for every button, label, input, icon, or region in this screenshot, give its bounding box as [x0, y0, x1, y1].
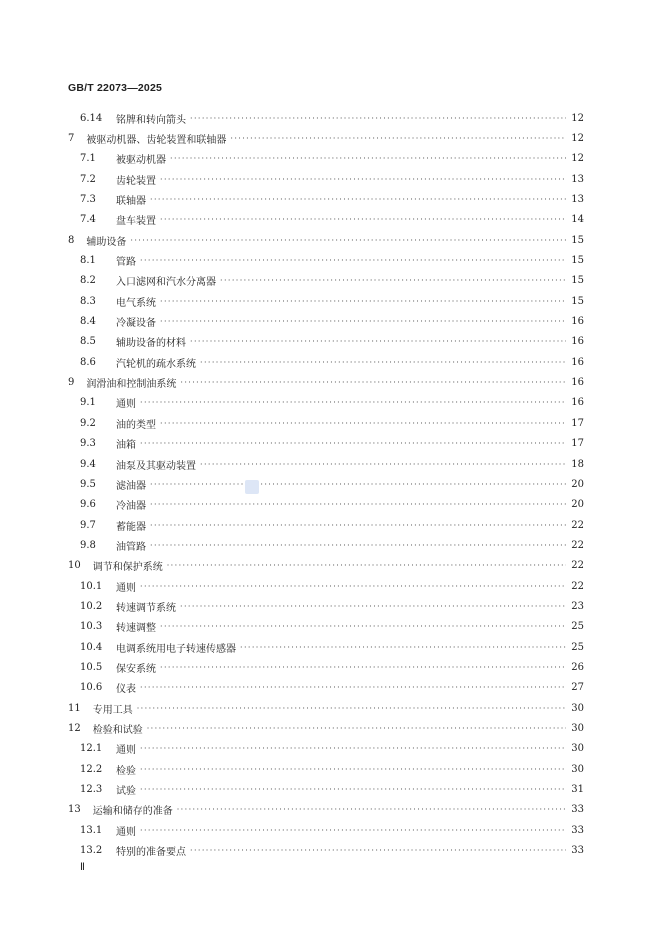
toc-entry-page: 16: [571, 316, 584, 328]
toc-entry-number: 7.3: [80, 194, 96, 206]
toc-entry-number: 8.4: [80, 316, 96, 328]
toc-leader-dots: [147, 724, 566, 733]
toc-entry-page: 13: [571, 194, 584, 206]
toc-entry-page: 16: [571, 356, 584, 368]
toc-entry-page: 22: [571, 539, 584, 551]
toc-entry-number: 7.2: [80, 173, 96, 185]
toc-entry-title: 管路: [116, 257, 136, 269]
toc-leader-dots: [200, 358, 566, 367]
toc-entry-number: 7: [68, 133, 75, 145]
toc-entry-page: 12: [571, 133, 584, 145]
toc-leader-dots: [140, 398, 566, 407]
toc-entry[interactable]: [68, 678, 584, 698]
toc-entry[interactable]: [68, 169, 584, 189]
toc-leader-dots: [160, 663, 566, 672]
toc-entry-title: 转速调整: [116, 623, 156, 635]
toc-entry-title: 油管路: [116, 541, 146, 553]
toc-entry-number: 10: [68, 560, 81, 572]
toc-entry-page: 15: [571, 234, 584, 246]
toc-entry-page: 23: [571, 600, 584, 612]
toc-entry-number: 13.2: [80, 845, 103, 857]
toc-entry-title: 特别的准备要点: [116, 847, 186, 859]
toc-entry-number: 7.1: [80, 153, 96, 165]
toc-entry-number: 10.4: [80, 641, 103, 653]
toc-entry-title: 联轴器: [116, 196, 146, 208]
toc-entry-page: 22: [571, 519, 584, 531]
toc-entry-title: 蓄能器: [116, 521, 146, 533]
toc-entry-number: 9: [68, 377, 75, 389]
toc-entry[interactable]: [68, 372, 584, 392]
toc-entry[interactable]: [68, 556, 584, 576]
toc-entry-page: 20: [571, 499, 584, 511]
toc-entry-title: 入口滤网和汽水分离器: [116, 277, 216, 289]
toc-entry[interactable]: [68, 311, 584, 331]
toc-entry-page: 30: [571, 722, 584, 734]
toc-entry[interactable]: [68, 820, 584, 840]
toc-entry-number: 12.2: [80, 763, 103, 775]
toc-leader-dots: [160, 419, 566, 428]
toc-entry[interactable]: [68, 434, 584, 454]
toc-entry-title: 盘车装置: [116, 216, 156, 228]
toc-entry-page: 15: [571, 295, 584, 307]
toc-entry[interactable]: [68, 596, 584, 616]
toc-entry-number: 10.3: [80, 621, 103, 633]
toc-leader-dots: [240, 643, 566, 652]
toc-entry-page: 22: [571, 580, 584, 592]
toc-entry-title: 通则: [116, 582, 136, 594]
toc-entry-title: 通则: [116, 826, 136, 838]
toc-leader-dots: [150, 521, 566, 530]
toc-entry-number: 8: [68, 234, 75, 246]
toc-entry[interactable]: [68, 657, 584, 677]
toc-entry-page: 33: [571, 824, 584, 836]
toc-entry-title: 冷凝设备: [116, 318, 156, 330]
toc-entry[interactable]: [68, 108, 584, 128]
toc-entry-number: 9.8: [80, 539, 96, 551]
watermark-icon: [245, 480, 259, 494]
toc-entry-page: 13: [571, 173, 584, 185]
toc-entry-title: 专用工具: [92, 704, 133, 716]
toc-entry-page: 26: [571, 661, 584, 673]
toc-entry[interactable]: [68, 840, 584, 860]
toc-leader-dots: [170, 154, 566, 163]
toc-leader-dots: [150, 480, 566, 489]
toc-entry-number: 10.5: [80, 661, 103, 673]
toc-entry-title: 滤油器: [116, 480, 146, 492]
toc-leader-dots: [190, 846, 566, 855]
toc-leader-dots: [230, 134, 566, 143]
toc-entry-title: 汽轮机的疏水系统: [116, 358, 196, 370]
toc-entry[interactable]: [68, 535, 584, 555]
toc-entry-page: 25: [571, 621, 584, 633]
toc-entry-number: 12.1: [80, 743, 103, 755]
standard-code: GB/T 22073—2025: [68, 82, 163, 94]
toc-entry[interactable]: [68, 189, 584, 209]
toc-entry-title: 被驱动机器: [116, 155, 166, 167]
toc-entry-title: 调节和保护系统: [92, 562, 163, 574]
toc-leader-dots: [140, 439, 566, 448]
toc-leader-dots: [160, 297, 566, 306]
toc-entry-title: 通则: [116, 745, 136, 757]
toc-leader-dots: [167, 561, 566, 570]
toc-entry-number: 10.6: [80, 682, 103, 694]
toc-entry[interactable]: [68, 718, 584, 738]
toc-leader-dots: [150, 500, 566, 509]
page-number: Ⅱ: [80, 862, 85, 873]
toc-entry-number: 13.1: [80, 824, 103, 836]
toc-entry-number: 9.1: [80, 397, 96, 409]
toc-entry[interactable]: [68, 393, 584, 413]
toc-entry-number: 8.5: [80, 336, 96, 348]
toc-entry-number: 13: [68, 804, 81, 816]
toc-entry[interactable]: [68, 149, 584, 169]
toc-leader-dots: [160, 215, 566, 224]
toc-leader-dots: [140, 785, 566, 794]
toc-entry-number: 9.3: [80, 438, 96, 450]
toc-entry-number: 12: [68, 722, 81, 734]
toc-entry-page: 33: [571, 845, 584, 857]
toc-entry-page: 30: [571, 763, 584, 775]
toc-entry[interactable]: [68, 698, 584, 718]
toc-entry-page: 15: [571, 255, 584, 267]
toc-entry[interactable]: [68, 413, 584, 433]
toc-entry-page: 20: [571, 478, 584, 490]
toc-leader-dots: [137, 704, 566, 713]
toc-entry[interactable]: [68, 759, 584, 779]
toc-entry-title: 辅助设备的材料: [116, 338, 186, 350]
toc-leader-dots: [150, 195, 566, 204]
toc-entry-page: 30: [571, 702, 584, 714]
toc-entry-page: 30: [571, 743, 584, 755]
toc-entry-title: 通则: [116, 399, 136, 411]
toc-entry[interactable]: [68, 779, 584, 799]
toc-entry-title: 运输和储存的准备: [92, 806, 173, 818]
toc-entry-page: 18: [571, 458, 584, 470]
toc-entry[interactable]: [68, 454, 584, 474]
toc-entry-number: 8.6: [80, 356, 96, 368]
toc-entry-title: 转速调节系统: [116, 602, 176, 614]
toc-leader-dots: [140, 256, 566, 265]
toc-entry-number: 8.3: [80, 295, 96, 307]
toc-leader-dots: [130, 236, 566, 245]
toc-entry-page: 12: [571, 112, 584, 124]
toc-entry-title: 检验和试验: [92, 724, 143, 736]
toc-entry-number: 10.2: [80, 600, 103, 612]
toc-entry-page: 31: [571, 784, 584, 796]
toc-entry-number: 9.6: [80, 499, 96, 511]
toc-leader-dots: [140, 826, 566, 835]
toc-entry-number: 8.2: [80, 275, 96, 287]
toc-leader-dots: [200, 460, 566, 469]
toc-entry-number: 12.3: [80, 784, 103, 796]
toc-entry[interactable]: [68, 210, 584, 230]
toc-leader-dots: [177, 805, 566, 814]
toc-leader-dots: [160, 317, 566, 326]
toc-entry-page: 12: [571, 153, 584, 165]
toc-entry-page: 17: [571, 438, 584, 450]
toc-entry-title: 冷油器: [116, 501, 146, 513]
toc-entry[interactable]: [68, 352, 584, 372]
toc-leader-dots: [140, 744, 566, 753]
toc-entry-title: 仪表: [116, 684, 136, 696]
toc-entry[interactable]: [68, 250, 584, 270]
toc-entry[interactable]: [68, 474, 584, 494]
toc-leader-dots: [190, 114, 566, 123]
toc-entry-title: 被驱动机器、齿轮装置和联轴器: [86, 135, 227, 147]
toc-entry-page: 17: [571, 417, 584, 429]
toc-entry[interactable]: [68, 515, 584, 535]
toc-entry-title: 试验: [116, 786, 136, 798]
toc-entry[interactable]: [68, 576, 584, 596]
toc-entry[interactable]: [68, 271, 584, 291]
toc-entry-number: 9.4: [80, 458, 96, 470]
toc-entry-title: 油泵及其驱动装置: [116, 460, 196, 472]
toc-entry[interactable]: [68, 230, 584, 250]
toc-entry-title: 铭牌和转向箭头: [116, 114, 186, 126]
toc-entry-title: 润滑油和控制油系统: [86, 379, 177, 391]
toc-entry-page: 27: [571, 682, 584, 694]
toc-entry-title: 检验: [116, 765, 136, 777]
toc-entry-title: 油箱: [116, 440, 136, 452]
toc-entry-title: 保安系统: [116, 663, 156, 675]
toc-entry-number: 10.1: [80, 580, 103, 592]
toc-entry[interactable]: [68, 800, 584, 820]
toc-entry-number: 7.4: [80, 214, 96, 226]
toc-entry-number: 8.1: [80, 255, 96, 267]
toc-entry-page: 14: [571, 214, 584, 226]
toc-entry-title: 油的类型: [116, 419, 156, 431]
toc-entry-number: 9.2: [80, 417, 96, 429]
toc-leader-dots: [160, 175, 566, 184]
toc-entry-number: 9.5: [80, 478, 96, 490]
toc-entry[interactable]: [68, 495, 584, 515]
toc-entry-page: 15: [571, 275, 584, 287]
toc-leader-dots: [160, 622, 566, 631]
toc-entry-title: 齿轮装置: [116, 175, 156, 187]
toc-entry[interactable]: [68, 332, 584, 352]
toc-entry-number: 11: [68, 702, 81, 714]
toc-entry[interactable]: [68, 617, 584, 637]
toc-leader-dots: [180, 378, 566, 387]
toc-entry[interactable]: [68, 291, 584, 311]
toc-leader-dots: [140, 582, 566, 591]
toc-leader-dots: [220, 276, 566, 285]
table-of-contents: [68, 108, 584, 861]
toc-leader-dots: [190, 337, 566, 346]
toc-entry[interactable]: [68, 128, 584, 148]
toc-entry-page: 16: [571, 336, 584, 348]
toc-leader-dots: [140, 765, 566, 774]
toc-entry-page: 16: [571, 377, 584, 389]
toc-entry-page: 22: [571, 560, 584, 572]
toc-entry-number: 6.14: [80, 112, 103, 124]
toc-entry-title: 辅助设备: [86, 236, 127, 248]
toc-entry-page: 25: [571, 641, 584, 653]
toc-entry-page: 16: [571, 397, 584, 409]
toc-entry-title: 电气系统: [116, 297, 156, 309]
toc-leader-dots: [140, 683, 566, 692]
toc-entry-page: 33: [571, 804, 584, 816]
toc-entry[interactable]: [68, 637, 584, 657]
toc-entry[interactable]: [68, 739, 584, 759]
toc-leader-dots: [180, 602, 566, 611]
toc-entry-title: 电调系统用电子转速传感器: [116, 643, 236, 655]
toc-leader-dots: [150, 541, 566, 550]
toc-entry-number: 9.7: [80, 519, 96, 531]
